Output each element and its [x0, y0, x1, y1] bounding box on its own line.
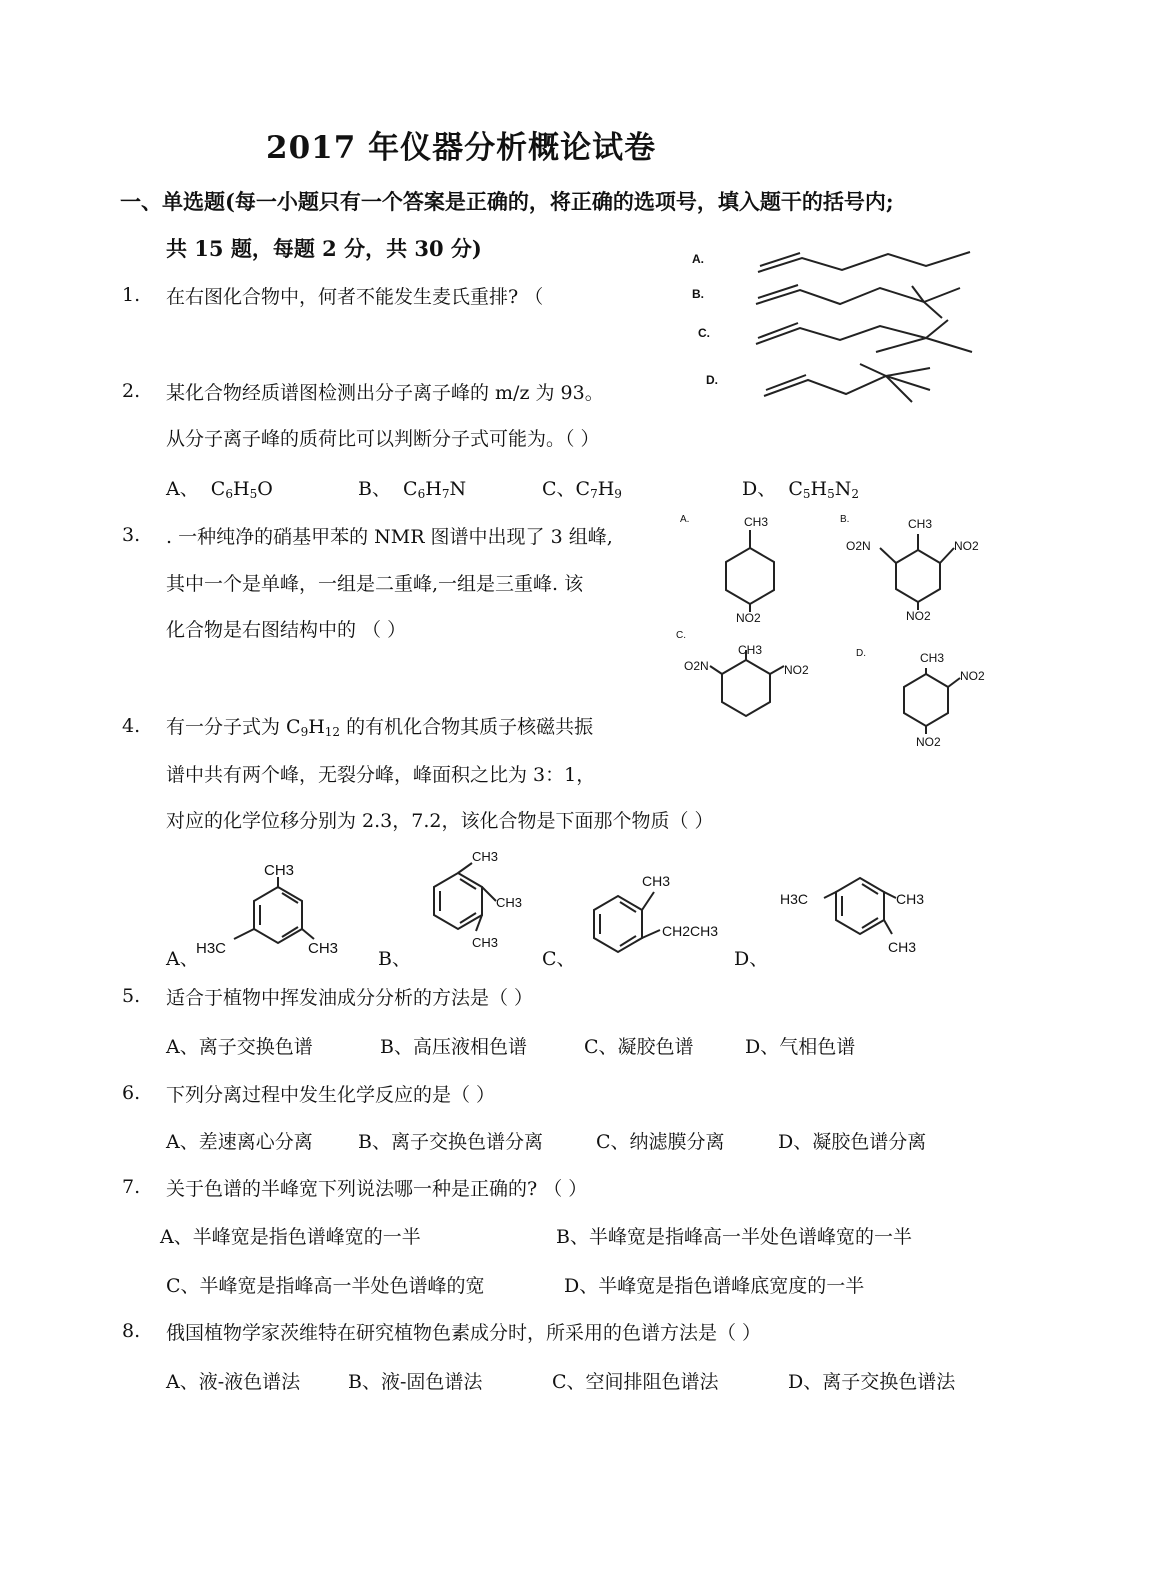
no2-label: NO2: [906, 609, 931, 623]
question-text: 其中一个是单峰，一组是二重峰,一组是三重峰. 该: [166, 573, 584, 595]
ch3-label: CH3: [738, 643, 763, 657]
ch3-label: CH3: [908, 517, 933, 531]
no2-label: NO2: [784, 663, 809, 677]
ch3-label: CH3: [472, 935, 499, 950]
option-b: B、液-固色谱法: [348, 1371, 483, 1393]
q4-structure-d: [778, 858, 958, 963]
ch3-label: CH3: [496, 895, 523, 910]
option-b: B、: [378, 948, 411, 970]
q4-structure-a: [190, 855, 360, 965]
option-a: A、 $C_6H_5O$: [166, 478, 273, 501]
option-a: A、液-液色谱法: [166, 1371, 301, 1393]
question-text: 关于色谱的半峰宽下列说法哪一种是正确的? （ ）: [166, 1178, 588, 1200]
ch3-label: CH3: [642, 873, 671, 889]
question-text: 谱中共有两个峰，无裂分峰，峰面积之比为 3：1，: [166, 764, 596, 786]
option-d: D、: [734, 948, 769, 970]
option-b: B、高压液相色谱: [380, 1036, 527, 1058]
option-a: A、差速离心分离: [166, 1131, 313, 1153]
question-text: 对应的化学位移分别为 2.3，7.2，该化合物是下面那个物质（ ）: [166, 810, 714, 832]
option-d: D、 $C_5H_5N_2$: [742, 478, 859, 501]
ch3-label: CH3: [744, 515, 769, 529]
q1-structures-figure: [680, 240, 980, 410]
q3-label-d: D.: [856, 648, 866, 659]
q1-label-b: B.: [692, 287, 704, 301]
no2-label: NO2: [736, 611, 761, 625]
ch3-label: CH3: [472, 849, 499, 864]
question-number: 7.: [122, 1176, 141, 1198]
page-title: 2017 年仪器分析概论试卷: [266, 130, 657, 166]
question-text: 俄国植物学家茨维特在研究植物色素成分时，所采用的色谱方法是（ ）: [166, 1322, 762, 1344]
question-number: 5.: [122, 985, 141, 1007]
option-c: C、半峰宽是指峰高一半处色谱峰的宽: [166, 1275, 485, 1297]
q3-label-a: A.: [680, 514, 690, 525]
option-d: D、凝胶色谱分离: [778, 1131, 927, 1153]
h3c-label: H3C: [196, 940, 227, 957]
ch3-label: CH3: [264, 862, 295, 879]
q3-label-b: B.: [840, 514, 850, 525]
question-number: 4.: [122, 715, 141, 737]
question-text: 某化合物经质谱图检测出分子离子峰的 m/z 为 93。: [166, 382, 604, 404]
no2-label: NO2: [954, 539, 979, 553]
no2-label: NO2: [960, 669, 985, 683]
question-number: 6.: [122, 1082, 141, 1104]
option-c: C、: [542, 948, 576, 970]
o2n-label: O2N: [684, 659, 709, 673]
question-text: 下列分离过程中发生化学反应的是（ ）: [166, 1084, 496, 1106]
ch3-label: CH3: [896, 891, 925, 907]
option-a: A、: [166, 948, 199, 970]
no2-label: NO2: [916, 735, 941, 749]
question-text: 化合物是右图结构中的 （ ）: [166, 619, 407, 641]
question-number: 2.: [122, 380, 141, 402]
section-heading: 一、单选题(每一小题只有一个答案是正确的，将正确的选项号，填入题干的括号内;: [120, 189, 894, 214]
option-d: D、气相色谱: [745, 1036, 856, 1058]
question-number: 3.: [122, 524, 141, 546]
question-text: 在右图化合物中，何者不能发生麦氏重排? （: [166, 286, 544, 308]
option-a: A、半峰宽是指色谱峰宽的一半: [160, 1226, 421, 1248]
q4-structure-b: [410, 845, 540, 960]
ch3-label: CH3: [888, 939, 917, 955]
question-text: 有一分子式为 $C_9H_{12}$ 的有机化合物其质子核磁共振: [166, 716, 594, 739]
ch2ch3-label: CH2CH3: [662, 923, 719, 939]
option-d: D、离子交换色谱法: [788, 1371, 956, 1393]
question-text: 适合于植物中挥发油成分分析的方法是（ ）: [166, 987, 534, 1009]
ch3-label: CH3: [308, 940, 339, 957]
question-number: 1.: [122, 284, 141, 306]
question-text: . 一种纯净的硝基甲苯的 NMR 图谱中出现了 3 组峰,: [166, 526, 613, 548]
option-b: B、 $C_6H_7N$: [358, 478, 467, 501]
option-a: A、离子交换色谱: [166, 1036, 313, 1058]
q3-label-c: C.: [676, 630, 686, 641]
option-c: C、凝胶色谱: [584, 1036, 694, 1058]
option-b: B、离子交换色谱分离: [358, 1131, 543, 1153]
option-c: C、空间排阻色谱法: [552, 1371, 719, 1393]
q4-structure-c: [578, 868, 738, 963]
option-c: C、$C_7H_9$: [542, 478, 622, 501]
option-d: D、半峰宽是指色谱峰底宽度的一半: [564, 1275, 865, 1297]
option-b: B、半峰宽是指峰高一半处色谱峰宽的一半: [556, 1226, 912, 1248]
o2n-label: O2N: [846, 539, 871, 553]
q3-structures-figure: [676, 510, 1006, 760]
q1-label-d: D.: [706, 373, 718, 387]
question-number: 8.: [122, 1320, 141, 1342]
question-text: 从分子离子峰的质荷比可以判断分子式可能为。（ ）: [166, 428, 600, 450]
q1-label-a: A.: [692, 252, 704, 266]
option-c: C、纳滤膜分离: [596, 1131, 725, 1153]
section-subheading: 共 15 题，每题 2 分，共 30 分): [166, 236, 482, 261]
ch3-label: CH3: [920, 651, 945, 665]
h3c-label: H3C: [780, 891, 809, 907]
q1-label-c: C.: [698, 326, 710, 340]
